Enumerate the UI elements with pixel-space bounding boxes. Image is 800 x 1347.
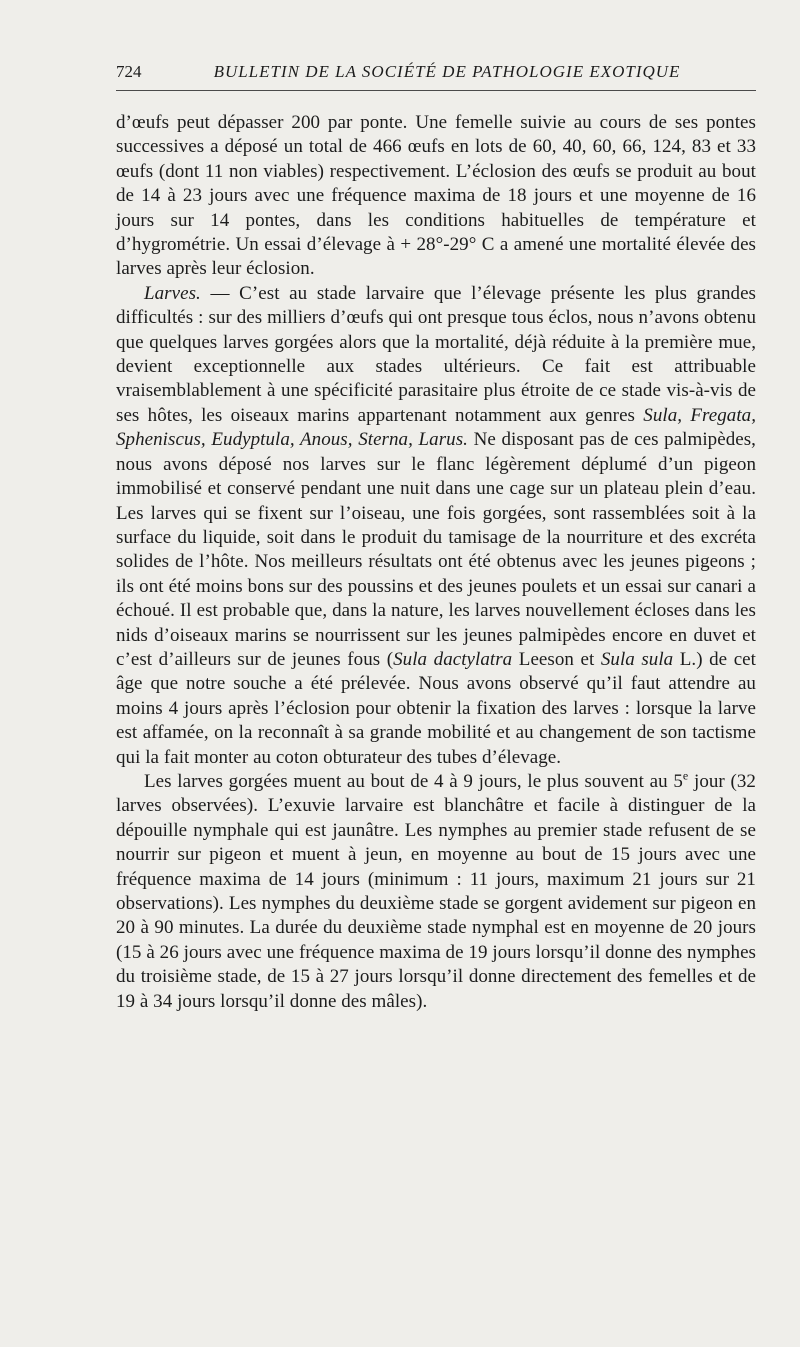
page-number: 724 xyxy=(116,62,142,81)
running-head xyxy=(116,62,756,88)
paragraph-larvae-text-b: Ne disposant pas de ces palmipèdes, nous avons déposé nos larves sur le flanc légèrement déplumé d’un pigeon immobilisé et conservé pendant une nuit dans une cage sur un plateau plein d’eau. Les larves qui se fixent sur l’oiseau, une fois gorgées, sont rassemblées soit à la surface du liquide, soit dans le produit du tamisage de la nourriture et des excréta solides de l’hôte. Nos meilleurs résultats ont été obtenus avec les jeunes pigeons ; ils ont été moins bons sur des poussins et des jeunes poulets et un essai sur canari a échoué. Il est probable que, dans la nature, les larves nouvellement écloses dans les nids d’oiseaux marins se nourrissent sur les jeunes palmipèdes encore en duvet et c’est d’ailleurs sur de jeunes fous ( xyxy=(116,429,756,670)
section-heading-larvae: Larves. xyxy=(144,282,201,304)
genera-list: Sula, Fregata, Spheniscus, Eudyptula, Anous, Sterna, Larus. xyxy=(116,404,756,451)
paragraph-larvae-text-d: L.) de cet âge que notre souche a été prélevée. Nous avons observé qu’il faut attendre au moins 4 jours après l’éclosion pour obtenir la fixation des larves : lorsque la larve est affamée, on la reconnaît à sa grande mobilité et au changement de son tactisme qui la fait monter au coton obturateur des tubes d’élevage. xyxy=(116,648,756,768)
journal-title: BULLETIN DE LA SOCIÉTÉ DE PATHOLOGIE EXOTIQUE xyxy=(213,62,681,81)
paragraph-larvae-text-c: Leeson et xyxy=(512,648,601,670)
ordinal-superscript: e xyxy=(682,768,689,783)
paragraph-moults-text-b: jour (32 larves observées). L’exuvie larvaire est blanchâtre et facile à distinguer de la dépouille nymphale qui est jaunâtre. Les nymphes au premier stade refusent de se nourrir sur pigeon et muent à jeun, en moyenne au bout de 15 jours avec une fréquence maxima de 14 jours (minimum : 11 jours, maximum 21 jours sur 21 observations). Les nymphes du deuxième stade se gorgent avidement sur pigeon en 20 à 90 minutes. La durée du deuxième stade nymphal est en moyenne de 20 jours (15 à 26 jours avec une fréquence maxima de 19 jours lorsqu’il donne des nymphes du troisième stade, de 15 à 27 jours lorsqu’il donne directement des femelles et de 19 à 34 jours lorsqu’il donne des mâles). xyxy=(116,770,756,1012)
paragraph-eggs xyxy=(116,111,756,282)
species-name-dactylatra: Sula dactylatra xyxy=(393,648,513,670)
paragraph-larvae xyxy=(116,282,756,770)
paragraph-eggs-text: d’œufs peut dépasser 200 par ponte. Une femelle suivie au cours de ses pontes successives a déposé un total de 466 œufs en lots de 60, 40, 60, 66, 124, 83 et 33 œufs (dont 11 non viables) respectivement. L’éclosion des œufs se produit au bout de 14 à 23 jours avec une fréquence maxima de 18 jours et une moyenne de 16 jours sur 14 pontes, dans les conditions habituelles de température et d’hygrométrie. Un essai d’élevage à + 28°-29° C a amené une mortalité élevée des larves après leur éclosion. xyxy=(116,112,756,280)
paragraph-moults xyxy=(116,770,756,1014)
paragraph-moults-text-a: Les larves gorgées muent au bout de 4 à 9 jours, le plus souvent au 5 xyxy=(144,770,683,792)
header-rule xyxy=(116,90,756,91)
page-content xyxy=(116,62,756,1014)
article-body xyxy=(116,111,756,1014)
species-name-sula: Sula sula xyxy=(600,648,674,670)
paragraph-larvae-text-a: — C’est au stade larvaire que l’élevage présente les plus grandes difficultés : sur des milliers d’œufs qui ont presque tous éclos, nous n’avons obtenu que quelques larves gorgées alors que la mortalité, déjà réduite à la première mue, devient exceptionnelle aux stades ultérieurs. Ce fait est attribuable vraisemblablement à une spécificité parasitaire plus étroite de ce stade vis-à-vis de ses hôtes, les oiseaux marins appartenant notamment aux genres xyxy=(116,282,756,426)
